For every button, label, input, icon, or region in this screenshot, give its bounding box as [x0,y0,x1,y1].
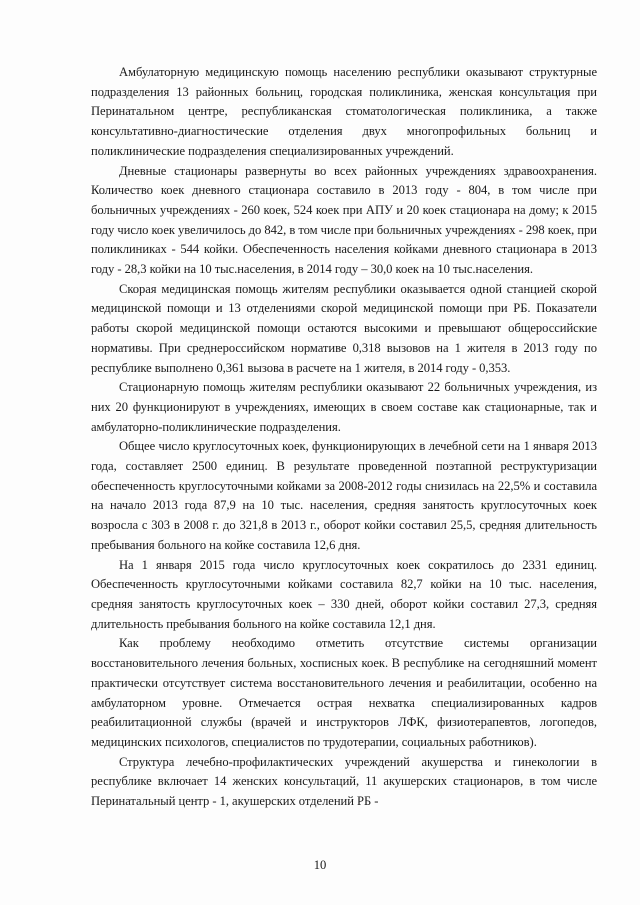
paragraph-beds-2015: На 1 января 2015 года число круглосуточных коек сократилось до 2331 единиц. Обеспеченность круглосуточными койками составила 82,7 койки на 10 тыс. населения, средняя занятость круглосуточных коек – 330 дней, оборот койки составил 27,3, средняя длительность пребывания больного на койке составила 12,1 дня. [91,557,597,631]
paragraph-outpatient-care: Амбулаторную медицинскую помощь населению республики оказывают структурные подразделения 13 районных больниц, городская поликлиника, женская консультация при Перинатальном центре, республиканская стоматологическая поликлиника, а также консультативно-диагностические отделения двух многопрофильных больниц и поликлинические подразделения специализированных учреждений. [91,65,597,158]
paragraph-obstetrics-structure: Структура лечебно-профилактических учреждений акушерства и гинекологии в республике включает 14 женских консультаций, 11 акушерских стационаров, в том числе Перинатальный центр - 1, акушерских отделений РБ - [91,754,597,809]
paragraph-beds-2013: Общее число круглосуточных коек, функционирующих в лечебной сети на 1 января 2013 года, составляет 2500 единиц. В результате проведенной поэтапной реструктуризации обеспеченность круглосуточными койками за 2008-2012 годы снизилась на 22,5% и составила на начало 2013 года 87,9 на 10 тыс. населения, средняя занятость круглосуточных коек возросла с 303 в 2008 г. до 321,8 в 2013 г., оборот койки составил 25,5, средняя длительность пребывания больного на койке составила 12,6 дня. [91,439,597,552]
paragraph-rehabilitation-problem: Как проблему необходимо отметить отсутствие системы организации восстановительного лечения больных, хосписных коек. В республике на сегодняшний момент практически отсутствует система восстановительного лечения и реабилитации, особенно на амбулаторном уровне. Отмечается острая нехватка специализированных кадров реабилитационной службы (врачей и инструкторов ЛФК, физиотерапевтов, логопедов, медицинских психологов, специалистов по трудотерапии, социальных работников). [91,636,597,749]
paragraph-inpatient-care: Стационарную помощь жителям республики оказывают 22 больничных учреждения, из них 20 функционируют в учреждениях, имеющих в своем составе как стационарные, так и амбулаторно-поликлинические подразделения. [91,380,597,434]
paragraph-emergency-care: Скорая медицинская помощь жителям республики оказывается одной станцией скорой медицинской помощи и 13 отделениями скорой медицинской помощи при РБ. Показатели работы скорой медицинской помощи остаются высокими и превышают общероссийские нормативы. При среднероссийском нормативе 0,318 вызовов на 1 жителя в 2013 году по республике выполнено 0,361 вызова в расчете на 1 жителя, в 2014 году - 0,353. [91,281,597,375]
document-body [91,63,597,812]
paragraph-day-hospitals: Дневные стационары развернуты во всех районных учреждениях здравоохранения. Количество коек дневного стационара составило в 2013 году - 804, в том числе при больничных учреждениях - 260 коек, 524 коек при АПУ и 20 коек стационара на дому; к 2015 году число коек увеличилось до 842, в том числе при больничных учреждениях - 298 коек, при поликлиниках - 544 койки. Обеспеченность населения койками дневного стационара в 2013 году - 28,3 койки на 10 тыс.населения, в 2014 году – 30,0 коек на 10 тыс.населения. [91,163,597,277]
page-number: 10 [313,858,327,872]
